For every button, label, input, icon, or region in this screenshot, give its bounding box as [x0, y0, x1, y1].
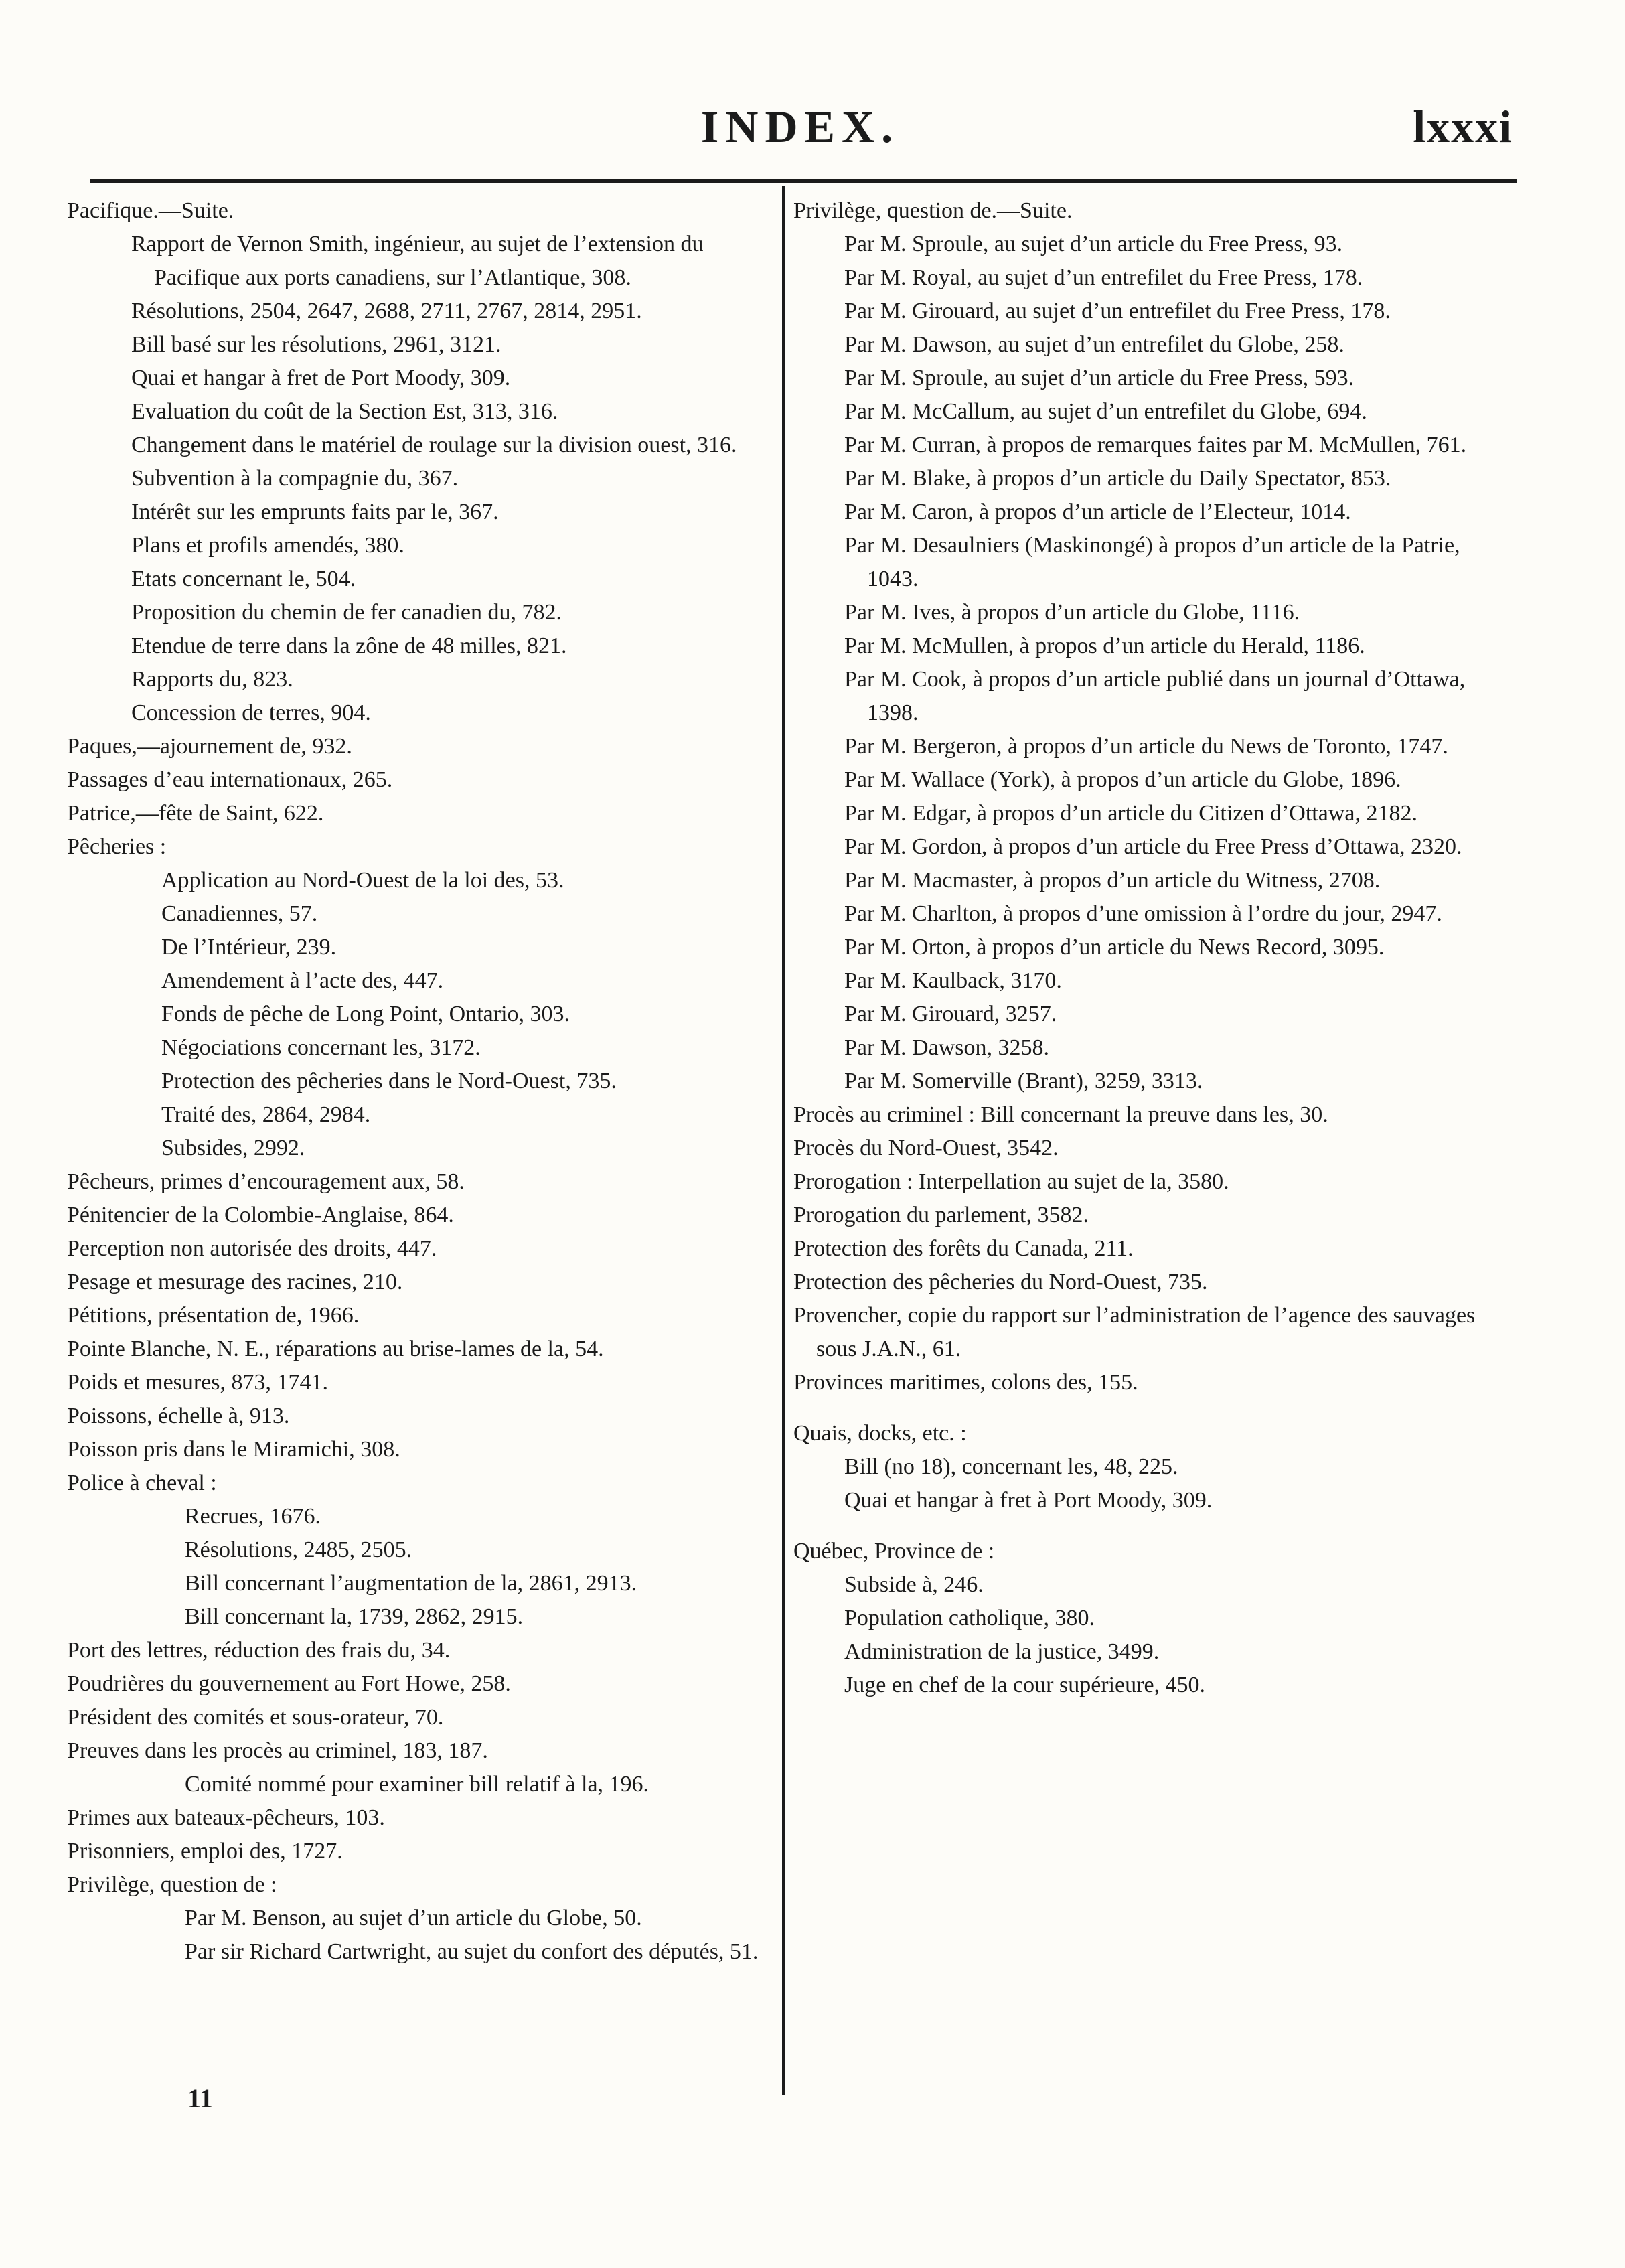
index-entry: Procès au criminel : Bill concernant la preuve dans les, 30. [793, 1102, 1328, 1127]
index-subentry: Changement dans le matériel de roulage sur la division ouest, 316. [131, 433, 737, 457]
index-subentry: Par M. Sproule, au sujet d’un article du Free Press, 93. [844, 232, 1343, 256]
index-subentry: Subside à, 246. [844, 1572, 984, 1597]
index-subentry: Evaluation du coût de la Section Est, 313, 316. [131, 399, 558, 424]
index-subentry: Traité des, 2864, 2984. [161, 1102, 371, 1127]
index-subentry: Par M. Dawson, au sujet d’un entrefilet du Globe, 258. [844, 332, 1344, 357]
index-subentry: De l’Intérieur, 239. [161, 935, 337, 960]
index-subentry: Etendue de terre dans la zône de 48 milles, 821. [131, 633, 567, 658]
index-subentry: Par M. Ives, à propos d’un article du Globe, 1116. [844, 600, 1300, 625]
index-entry: Poissons, échelle à, 913. [67, 1404, 290, 1428]
index-entry: Provinces maritimes, colons des, 155. [793, 1370, 1138, 1395]
index-subentry: Etats concernant le, 504. [131, 566, 356, 591]
index-subentry: Résolutions, 2485, 2505. [185, 1537, 412, 1562]
index-entry: Police à cheval : [67, 1470, 217, 1495]
index-subentry: Par M. Charlton, à propos d’une omission à l’ordre du jour, 2947. [844, 901, 1442, 926]
index-subentry: Rapports du, 823. [131, 667, 293, 692]
index-subentry: Par M. Cook, à propos d’un article publié dans un journal d’Ottawa, 1398. [844, 667, 1466, 725]
index-entry: Poids et mesures, 873, 1741. [67, 1370, 329, 1395]
index-entry: Patrice,—fête de Saint, 622. [67, 801, 324, 826]
index-subentry: Comité nommé pour examiner bill relatif à la, 196. [185, 1772, 649, 1797]
index-subentry: Par M. Gordon, à propos d’un article du Free Press d’Ottawa, 2320. [844, 834, 1462, 859]
signature-mark: 11 [187, 2083, 213, 2113]
page-number: lxxxi [1413, 101, 1513, 152]
index-subentry: Par M. Edgar, à propos d’un article du Citizen d’Ottawa, 2182. [844, 801, 1417, 826]
index-subentry: Par M. Desaulniers (Maskinongé) à propos d’un article de la Patrie, 1043. [844, 533, 1460, 591]
index-entry: Pacifique.—Suite. [67, 198, 234, 223]
index-entry: Primes aux bateaux-pêcheurs, 103. [67, 1805, 385, 1830]
index-subentry: Population catholique, 380. [844, 1606, 1095, 1631]
index-subentry: Amendement à l’acte des, 447. [161, 968, 444, 993]
index-entry: Passages d’eau internationaux, 265. [67, 767, 393, 792]
index-entry: Paques,—ajournement de, 932. [67, 734, 352, 759]
index-subentry: Par sir Richard Cartwright, au sujet du confort des députés, 51. [185, 1939, 759, 1964]
index-subentry: Canadiennes, 57. [161, 901, 318, 926]
index-subentry: Bill concernant l’augmentation de la, 2861, 2913. [185, 1571, 637, 1596]
index-subentry: Par M. Blake, à propos d’un article du Daily Spectator, 853. [844, 466, 1391, 491]
index-subentry: Concession de terres, 904. [131, 700, 371, 725]
index-entry: Privilège, question de.—Suite. [793, 198, 1073, 223]
index-subentry: Rapport de Vernon Smith, ingénieur, au sujet de l’extension du Pacifique aux ports canadiens, sur l’Atlantique, 308. [131, 232, 704, 290]
index-subentry: Par M. Somerville (Brant), 3259, 3313. [844, 1069, 1203, 1093]
index-subentry: Quai et hangar à fret à Port Moody, 309. [844, 1488, 1213, 1513]
index-subentry: Recrues, 1676. [185, 1504, 321, 1529]
index-subentry: Bill (no 18), concernant les, 48, 225. [844, 1454, 1178, 1479]
index-entry: Procès du Nord-Ouest, 3542. [793, 1136, 1059, 1160]
index-subentry: Par M. Macmaster, à propos d’un article du Witness, 2708. [844, 868, 1381, 893]
index-entry: Pêcheurs, primes d’encouragement aux, 58. [67, 1169, 465, 1194]
index-entry: Quais, docks, etc. : [793, 1421, 967, 1446]
index-entry: Protection des forêts du Canada, 211. [793, 1236, 1134, 1261]
index-subentry: Par M. Benson, au sujet d’un article du Globe, 50. [185, 1906, 642, 1931]
index-subentry: Application au Nord-Ouest de la loi des, 53. [161, 868, 564, 893]
index-subentry: Résolutions, 2504, 2647, 2688, 2711, 2767, 2814, 2951. [131, 299, 642, 323]
index-subentry: Par M. Kaulback, 3170. [844, 968, 1062, 993]
index-subentry: Bill basé sur les résolutions, 2961, 3121. [131, 332, 501, 357]
index-subentry: Intérêt sur les emprunts faits par le, 367. [131, 500, 499, 524]
index-subentry: Par M. Girouard, 3257. [844, 1002, 1057, 1027]
index-entry: Poisson pris dans le Miramichi, 308. [67, 1437, 400, 1462]
index-subentry: Bill concernant la, 1739, 2862, 2915. [185, 1604, 524, 1629]
index-entry: Privilège, question de : [67, 1872, 277, 1897]
index-subentry: Subsides, 2992. [161, 1136, 305, 1160]
index-subentry: Fonds de pêche de Long Point, Ontario, 303. [161, 1002, 570, 1027]
index-entry: Pétitions, présentation de, 1966. [67, 1303, 360, 1328]
index-subentry: Proposition du chemin de fer canadien du, 782. [131, 600, 562, 625]
index-subentry: Par M. Wallace (York), à propos d’un article du Globe, 1896. [844, 767, 1401, 792]
index-subentry: Par M. Curran, à propos de remarques faites par M. McMullen, 761. [844, 433, 1467, 457]
index-entry: Protection des pêcheries du Nord-Ouest, 735. [793, 1270, 1208, 1294]
index-entry: Québec, Province de : [793, 1539, 995, 1564]
index-entry: Président des comités et sous-orateur, 70. [67, 1705, 444, 1730]
index-entry: Poudrières du gouvernement au Fort Howe, 258. [67, 1671, 511, 1696]
index-entry: Preuves dans les procès au criminel, 183, 187. [67, 1738, 488, 1763]
index-subentry: Par M. Girouard, au sujet d’un entrefilet du Free Press, 178. [844, 299, 1391, 323]
index-subentry: Subvention à la compagnie du, 367. [131, 466, 459, 491]
header-rule [90, 179, 1517, 183]
index-subentry: Plans et profils amendés, 380. [131, 533, 404, 558]
index-subentry: Par M. Caron, à propos d’un article de l’Electeur, 1014. [844, 500, 1351, 524]
index-column-left [67, 194, 777, 1969]
index-entry: Pêcheries : [67, 834, 167, 859]
index-entry: Provencher, copie du rapport sur l’administration de l’agence des sauvages sous J.A.N., 61. [793, 1303, 1476, 1361]
page-header [87, 100, 1513, 167]
index-entry: Prorogation : Interpellation au sujet de la, 3580. [793, 1169, 1229, 1194]
page-title: INDEX. [700, 101, 900, 152]
index-entry: Prisonniers, emploi des, 1727. [67, 1839, 343, 1864]
index-subentry: Par M. Dawson, 3258. [844, 1035, 1049, 1060]
index-subentry: Par M. McCallum, au sujet d’un entrefilet du Globe, 694. [844, 399, 1367, 424]
index-subentry: Quai et hangar à fret de Port Moody, 309. [131, 366, 511, 390]
index-subentry: Par M. Royal, au sujet d’un entrefilet du Free Press, 178. [844, 265, 1363, 290]
index-subentry: Par M. Orton, à propos d’un article du News Record, 3095. [844, 935, 1385, 960]
index-entry: Prorogation du parlement, 3582. [793, 1203, 1089, 1227]
index-entry: Pesage et mesurage des racines, 210. [67, 1270, 403, 1294]
index-column-right [793, 194, 1513, 1702]
index-entry: Pointe Blanche, N. E., réparations au brise-lames de la, 54. [67, 1337, 604, 1361]
index-subentry: Par M. Bergeron, à propos d’un article du News de Toronto, 1747. [844, 734, 1448, 759]
index-subentry: Administration de la justice, 3499. [844, 1639, 1160, 1664]
index-subentry: Par M. Sproule, au sujet d’un article du Free Press, 593. [844, 366, 1355, 390]
index-subentry: Par M. McMullen, à propos d’un article du Herald, 1186. [844, 633, 1365, 658]
column-divider [782, 186, 785, 2095]
index-entry: Pénitencier de la Colombie-Anglaise, 864. [67, 1203, 454, 1227]
index-entry: Perception non autorisée des droits, 447. [67, 1236, 437, 1261]
index-subentry: Juge en chef de la cour supérieure, 450. [844, 1673, 1206, 1697]
index-entry: Port des lettres, réduction des frais du, 34. [67, 1638, 451, 1663]
index-subentry: Protection des pêcheries dans le Nord-Ouest, 735. [161, 1069, 617, 1093]
index-subentry: Négociations concernant les, 3172. [161, 1035, 481, 1060]
